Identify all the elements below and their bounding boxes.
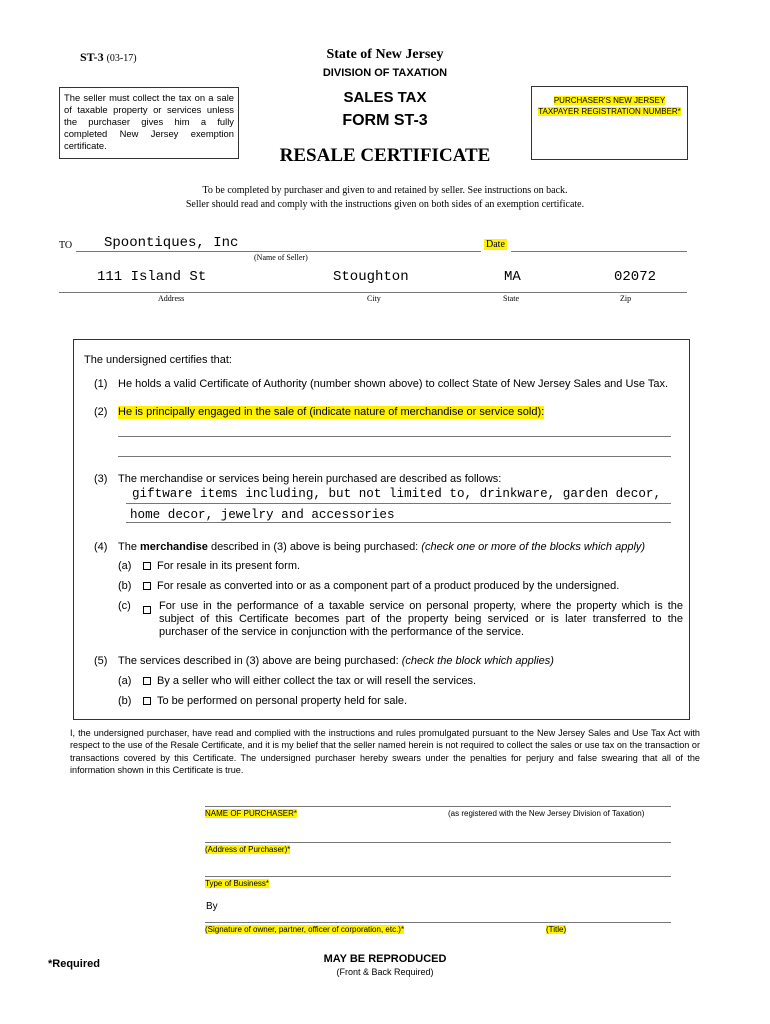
declaration: I, the undersigned purchaser, have read and complied with the instructions and rules promulgated pursuant to the New Jersey Sales and Use Tax Act with respect to the use of the Resale Certificate, and it is my belief that the seller named herein is not required to collect the sales or use tax on the transaction or transactions covered by this Certificate. The undersigned purchaser hereby swears under the penalties for perjury and false swearing that all of the information shown in this Certificate is true. (70, 728, 700, 775)
checkbox-4b[interactable] (143, 582, 151, 590)
item-3-text: The merchandise or services being herein purchased are described as follows: (118, 473, 502, 485)
seller-name-caption: (Name of Seller) (254, 253, 308, 262)
state-field[interactable]: MA (504, 269, 521, 285)
city-caption: City (367, 294, 381, 303)
item-5a: By a seller who will either collect the tax or will resell the services. (143, 675, 476, 688)
sales-tax-heading: SALES TAX (343, 89, 427, 106)
checkbox-5b[interactable] (143, 697, 151, 705)
page-title: RESALE CERTIFICATE (279, 145, 491, 166)
business-type-field[interactable] (205, 876, 671, 877)
purchaser-name-label: NAME OF PURCHASER* (205, 809, 298, 818)
item-5-text: The services described in (3) above are being purchased: (check the block which applies) (118, 655, 554, 667)
item-5-number: (5) (94, 655, 108, 667)
certification-intro: The undersigned certifies that: (84, 354, 232, 366)
registration-label: PURCHASER'S NEW JERSEY TAXPAYER REGISTRATION NUMBER* (538, 96, 681, 116)
instructions-line-2: Seller should read and comply with the instructions given on both sides of an exemption certificate. (185, 199, 585, 210)
front-back-note: (Front & Back Required) (336, 967, 434, 977)
purchaser-address-field[interactable] (205, 842, 671, 843)
title-label: (Title) (546, 925, 567, 934)
item-1-text: He holds a valid Certificate of Authority (number shown above) to collect State of New Jersey Sales and Use Tax. (118, 378, 669, 390)
item-5b: To be performed on personal property held for sale. (143, 695, 407, 708)
zip-field[interactable]: 02072 (614, 269, 657, 285)
form-name: FORM ST-3 (342, 112, 428, 129)
purchaser-name-field[interactable] (205, 806, 671, 807)
by-label: By (206, 901, 218, 912)
purchaser-address-label: (Address of Purchaser)* (205, 845, 291, 854)
item-3-number: (3) (94, 473, 108, 485)
item-4-number: (4) (94, 541, 108, 553)
to-label: TO (59, 240, 73, 251)
may-be-reproduced: MAY BE REPRODUCED (323, 953, 447, 965)
division-name: DIVISION OF TAXATION (322, 67, 448, 79)
business-type-label: Type of Business* (205, 879, 270, 888)
form-id: ST-3 (80, 50, 104, 64)
city-field[interactable]: Stoughton (333, 269, 409, 285)
item-4-text: The merchandise described in (3) above is being purchased: (check one or more of the blocks which apply) (118, 541, 646, 553)
registered-note: (as registered with the New Jersey Division of Taxation) (448, 809, 645, 818)
item-4b: For resale as converted into or as a component part of a product produced by the undersigned. (143, 580, 619, 593)
form-date: (03-17) (106, 53, 137, 64)
item-2-number: (2) (94, 406, 108, 418)
instructions-line-1: To be completed by purchaser and given to and retained by seller. See instructions on back. (202, 185, 568, 196)
item-4c-text: For use in the performance of a taxable service on personal property, where the property which is the subject of this Certificate becomes part of the property being serviced or is later transferred to the purchaser of the service in conjunction with the performance of the service. (159, 600, 683, 638)
seller-name-field[interactable]: Spoontiques, Inc (104, 235, 239, 251)
date-label: Date (486, 239, 505, 250)
registration-number-box[interactable] (531, 86, 688, 160)
item-4a: For resale in its present form. (143, 560, 300, 573)
address-field[interactable]: 111 Island St (97, 269, 207, 285)
item-1-number: (1) (94, 378, 108, 390)
item-3-line-2 (126, 522, 671, 523)
form-id-row (80, 50, 137, 65)
item-4c-label: (c) (118, 600, 131, 612)
item-2-field-line-1[interactable] (118, 436, 671, 437)
signature-field[interactable] (205, 922, 671, 923)
zip-caption: Zip (620, 294, 632, 303)
item-3-field-2[interactable]: home decor, jewelry and accessories (130, 508, 395, 522)
checkbox-4c[interactable] (143, 606, 151, 614)
item-3-field-1[interactable]: giftware items including, but not limited to, drinkware, garden decor, (132, 487, 662, 501)
instructions (80, 184, 690, 212)
seller-name-line (76, 251, 481, 252)
checkbox-4a[interactable] (143, 562, 151, 570)
address-line (59, 292, 687, 293)
state-caption: State (503, 294, 519, 303)
item-4a-label: (a) (118, 560, 132, 572)
state-name: State of New Jersey (326, 47, 444, 62)
date-field[interactable] (511, 251, 687, 252)
item-5b-label: (b) (118, 695, 132, 707)
seller-notice-box (59, 87, 239, 159)
address-caption: Address (158, 294, 185, 303)
item-3-line-1 (126, 503, 671, 504)
seller-notice: The seller must collect the tax on a sale of taxable property or services unless the purchaser gives him a fully completed New Jersey exemption certificate. (64, 92, 234, 151)
item-2-text: He is principally engaged in the sale of (indicate nature of merchandise or service sold): (118, 406, 545, 418)
required-note: *Required (48, 958, 100, 970)
item-2-field-line-2[interactable] (118, 456, 671, 457)
checkbox-5a[interactable] (143, 677, 151, 685)
signature-label: (Signature of owner, partner, officer of corporation, etc.)* (205, 925, 405, 934)
item-4b-label: (b) (118, 580, 132, 592)
checkbox-4c-wrap (143, 600, 157, 618)
item-5a-label: (a) (118, 675, 132, 687)
